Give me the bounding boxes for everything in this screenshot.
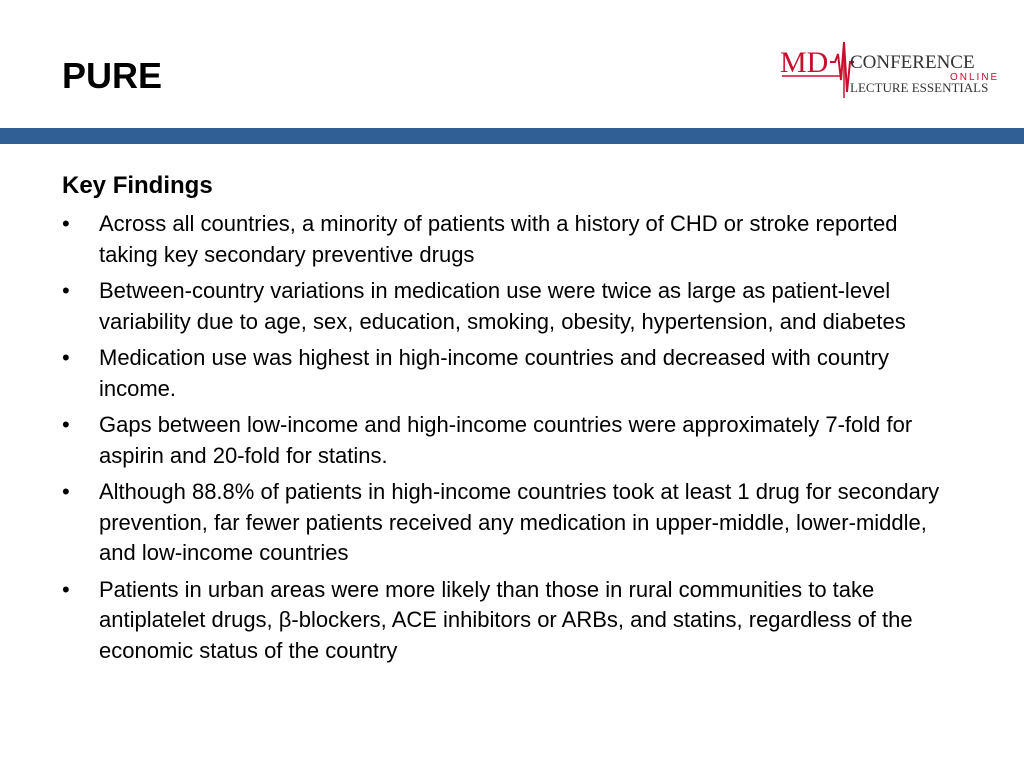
logo-online-text: ONLINE: [950, 72, 1000, 83]
bullet-icon: •: [62, 278, 70, 303]
bullet-icon: •: [62, 479, 70, 504]
list-item: [62, 410, 962, 471]
bullet-icon: •: [62, 576, 70, 602]
logo-lecture-text: LECTURE ESSENTIALS: [850, 80, 989, 95]
findings-list: [62, 209, 962, 672]
logo-md-text: MD: [780, 46, 829, 79]
bullet-icon: •: [62, 345, 70, 370]
bullet-text: Patients in urban areas were more likely than those in rural communities to take antiplatelet drugs, β-blockers, ACE inhibitors or ARBs, and statins, regardless of the economic status of the country: [99, 576, 913, 663]
bullet-text: Gaps between low-income and high-income countries were approximately 7-fold for aspirin and 20-fold for statins.: [99, 412, 913, 468]
bullet-icon: •: [62, 412, 70, 437]
md-conference-logo: [780, 40, 1000, 100]
bullet-text: Although 88.8% of patients in high-income countries took at least 1 drug for secondary prevention, far fewer patients received any medication in upper-middle, lower-middle, and low-income countries: [99, 479, 940, 565]
list-item: [62, 209, 962, 270]
list-item: [62, 575, 962, 667]
bullet-text: Medication use was highest in high-income countries and decreased with country income.: [99, 345, 889, 401]
logo-conference-text: CONFERENCE: [850, 52, 975, 73]
bullet-text: Across all countries, a minority of patients with a history of CHD or stroke reported taking key secondary preventive drugs: [99, 211, 898, 267]
bullet-text: Between-country variations in medication use were twice as large as patient-level variability due to age, sex, education, smoking, obesity, hypertension, and diabetes: [99, 278, 906, 334]
list-item: [62, 343, 962, 404]
list-item: [62, 276, 962, 337]
bullet-icon: •: [62, 211, 70, 236]
slide-title: PURE: [62, 55, 163, 96]
list-item: [62, 477, 962, 569]
header-divider-band: [0, 128, 1024, 144]
section-heading: Key Findings: [62, 172, 213, 199]
